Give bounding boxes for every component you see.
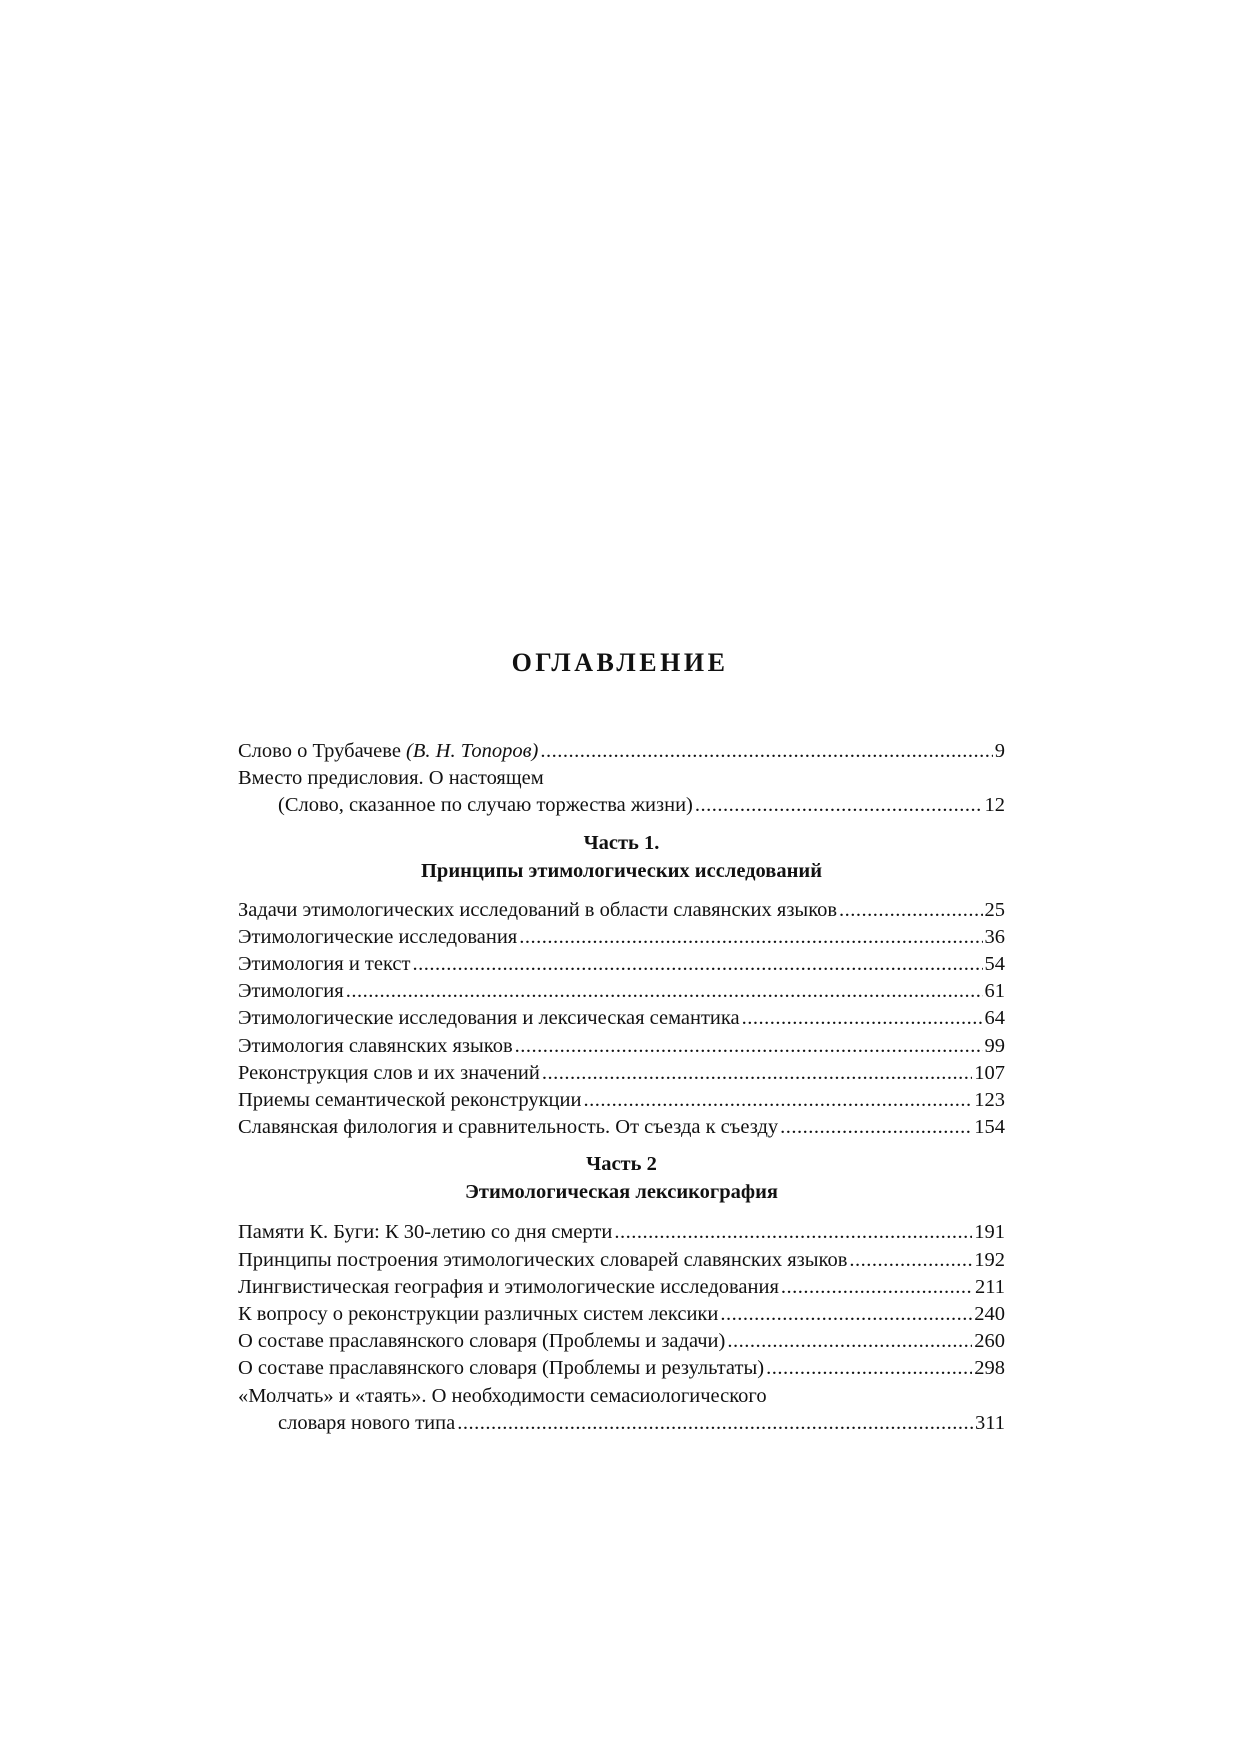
toc-entry[interactable] xyxy=(238,1114,1005,1141)
toc-entry-page: 99 xyxy=(984,1034,1005,1057)
toc-entry[interactable] xyxy=(238,1355,1005,1382)
part-2-title: Этимологическая лексикография xyxy=(465,1181,778,1204)
toc-entry-title: Этимологические исследования xyxy=(238,925,518,948)
part-2-entries xyxy=(238,1219,1005,1437)
dot-leader xyxy=(720,1301,972,1328)
toc-entry-title: Памяти К. Буги: К 30-летию со дня смерти xyxy=(238,1221,613,1244)
toc-entry-title: Задачи этимологических исследований в области славянских языков xyxy=(238,898,838,921)
toc-entry-page: 192 xyxy=(974,1248,1005,1271)
toc-entry[interactable] xyxy=(238,1219,1005,1246)
dot-leader xyxy=(457,1410,973,1437)
dot-leader xyxy=(542,1060,972,1087)
toc-entry-title: Славянская филология и сравнительность. От съезда к съезду xyxy=(238,1116,779,1139)
toc-entry-page: 123 xyxy=(974,1089,1005,1112)
toc-entry[interactable] xyxy=(238,1328,1005,1355)
toc-entry-page: 64 xyxy=(984,1007,1005,1030)
toc-entry-trubachev[interactable] xyxy=(238,738,1005,765)
toc-entry-page: 298 xyxy=(974,1357,1005,1380)
toc-entry-page: 25 xyxy=(984,898,1005,921)
toc-entry-title xyxy=(238,738,538,765)
toc-entry-title-line1: Вместо предисловия. О настоящем xyxy=(238,767,544,790)
toc-entry[interactable] xyxy=(238,978,1005,1005)
toc-entry[interactable] xyxy=(238,897,1005,924)
toc-entry-page: 54 xyxy=(984,953,1005,976)
toc-entry-preface[interactable] xyxy=(238,765,1005,819)
toc-entry-page: 36 xyxy=(984,925,1005,948)
toc-entry-page: 260 xyxy=(974,1330,1005,1353)
toc-entry-page: 311 xyxy=(975,1411,1005,1434)
toc-entry-title: Этимологические исследования и лексическая семантика xyxy=(238,1007,740,1030)
dot-leader xyxy=(839,897,982,924)
toc-entry-page: 61 xyxy=(984,980,1005,1003)
dot-leader xyxy=(695,792,983,819)
dot-leader xyxy=(515,1033,983,1060)
toc-entry-page: 191 xyxy=(974,1221,1005,1244)
toc-entry-title: Этимология славянских языков xyxy=(238,1034,513,1057)
dot-leader xyxy=(766,1355,972,1382)
toc-entry-title: О составе праславянского словаря (Проблемы и задачи) xyxy=(238,1330,726,1353)
dot-leader xyxy=(519,924,982,951)
toc-entry-page: 240 xyxy=(974,1303,1005,1326)
dot-leader xyxy=(614,1219,972,1246)
toc-entry[interactable] xyxy=(238,1033,1005,1060)
part-1-heading xyxy=(238,829,1005,885)
toc-entry-title: Этимология и текст xyxy=(238,953,411,976)
toc-entry[interactable] xyxy=(238,1247,1005,1274)
toc-entry-title-line2-row xyxy=(238,792,1005,819)
dot-leader xyxy=(583,1087,972,1114)
toc-entry[interactable] xyxy=(238,1274,1005,1301)
toc-entry[interactable] xyxy=(238,951,1005,978)
toc-entry[interactable] xyxy=(238,1060,1005,1087)
toc-entry-molchat[interactable] xyxy=(238,1383,1005,1437)
toc-entry-title: Этимология xyxy=(238,980,344,1003)
dot-leader xyxy=(540,738,992,765)
toc-entry[interactable] xyxy=(238,1301,1005,1328)
part-1-entries xyxy=(238,897,1005,1142)
toc-entry-page: 107 xyxy=(974,1061,1005,1084)
dot-leader xyxy=(727,1328,972,1355)
toc-entry-title-line1: «Молчать» и «таять». О необходимости семасиологического xyxy=(238,1384,767,1407)
toc-entry-title-text: Слово о Трубачеве xyxy=(238,740,407,762)
toc-entry-page: 211 xyxy=(975,1275,1005,1298)
dot-leader xyxy=(346,978,983,1005)
toc-entry-title: Приемы семантической реконструкции xyxy=(238,1089,582,1112)
table-of-contents xyxy=(238,738,1005,1437)
dot-leader xyxy=(780,1114,972,1141)
toc-entry-author: (В. Н. Топоров) xyxy=(406,740,539,762)
toc-entry-title-line2: словаря нового типа xyxy=(278,1411,456,1434)
toc-entry-title-line2: (Слово, сказанное по случаю торжества жизни) xyxy=(278,794,693,817)
toc-entry-title: Лингвистическая география и этимологические исследования xyxy=(238,1275,779,1298)
dot-leader xyxy=(413,951,983,978)
dot-leader xyxy=(849,1247,972,1274)
toc-entry[interactable] xyxy=(238,924,1005,951)
part-2-heading xyxy=(238,1150,1005,1206)
dot-leader xyxy=(742,1005,983,1032)
toc-entry-title: О составе праславянского словаря (Проблемы и результаты) xyxy=(238,1357,765,1380)
toc-entry-page: 12 xyxy=(984,794,1005,817)
toc-entry[interactable] xyxy=(238,1087,1005,1114)
toc-entry-page: 9 xyxy=(994,740,1005,762)
page-title: ОГЛАВЛЕНИЕ xyxy=(511,648,729,677)
toc-entry-title-line2-row xyxy=(238,1410,1005,1437)
toc-entry[interactable] xyxy=(238,1005,1005,1032)
part-1-title: Принципы этимологических исследований xyxy=(420,859,823,882)
toc-entry-page: 154 xyxy=(974,1116,1005,1139)
part-1-label: Часть 1. xyxy=(583,831,660,854)
dot-leader xyxy=(781,1274,973,1301)
part-2-label: Часть 2 xyxy=(586,1153,657,1176)
toc-entry-title: Принципы построения этимологических словарей славянских языков xyxy=(238,1248,848,1271)
toc-entry-title: Реконструкция слов и их значений xyxy=(238,1061,540,1084)
toc-entry-title: К вопросу о реконструкции различных систем лексики xyxy=(238,1303,719,1326)
